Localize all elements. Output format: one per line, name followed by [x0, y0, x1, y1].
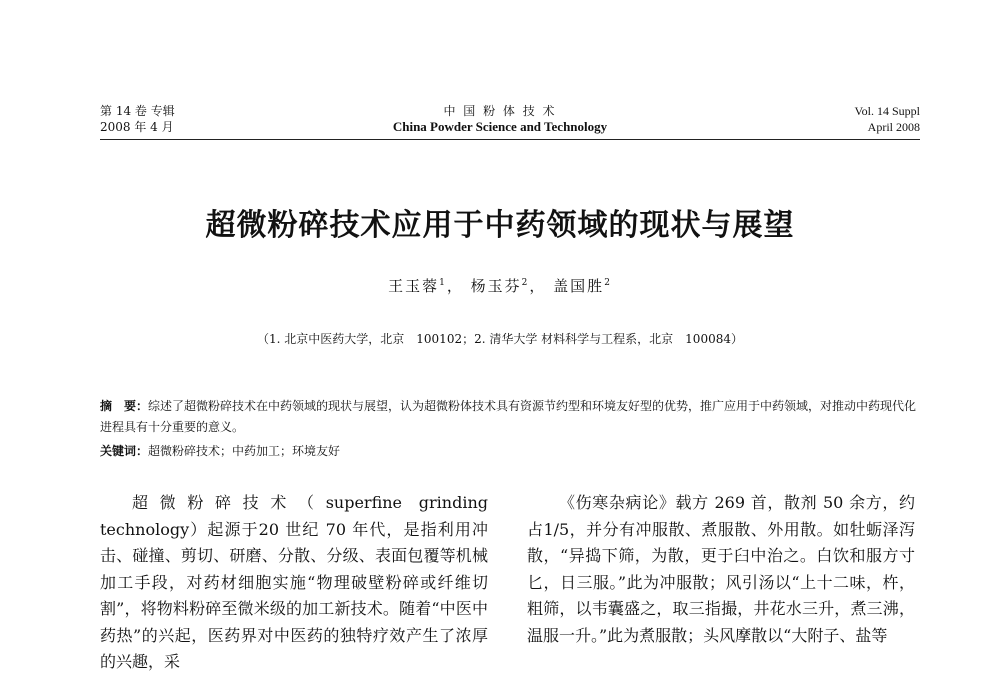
volume-en: Vol. 14 Suppl [854, 104, 920, 118]
header-rule [100, 139, 920, 140]
body-paragraph: 《伤寒杂病论》载方 269 首，散剂 50 余方，约占1/5，并分有冲服散、煮服散、外用散。如牡蛎泽泻散，“异捣下筛，为散，更于臼中治之。白饮和服方寸匕，日三服。”此为冲服散；风引汤以“上十二味，杵，粗筛，以韦囊盛之，取三指撮，井花水三升，煮三沸，温服一升。”此为煮服散；头风摩散以“大附子、盐等 [527, 493, 915, 645]
body-column-left [100, 490, 488, 676]
body-paragraph: 超微粉碎技术（superfine grinding technology）起源于20 世纪 70 年代，是指利用冲击、碰撞、剪切、研磨、分散、分级、表面包覆等机械加工手段，对药材细胞实施“物理破壁粉碎或纤维切割”，将物料粉碎至微米级的加工新技术。随着“中医中药热”的兴起，医药界对中医药的独特疗效产生了浓厚的兴趣，采 [100, 493, 488, 671]
author-sep: ， [529, 277, 547, 295]
header-left [100, 103, 175, 135]
journal-cn: 中 国 粉 体 技 术 [443, 104, 557, 118]
header-center [300, 103, 700, 135]
author-affil-mark: 1 [439, 278, 447, 288]
body-column-right [527, 490, 915, 649]
author-name: 王玉蓉 [388, 277, 440, 295]
header-right [855, 103, 920, 135]
abstract-label: 摘 要： [100, 399, 149, 413]
author-name: 盖国胜 [553, 277, 605, 295]
author-affil-mark: 2 [521, 278, 530, 288]
keywords [100, 441, 920, 462]
keywords-label: 关键词： [100, 444, 149, 458]
date-en: April 2008 [867, 120, 920, 134]
volume-cn: 第 14 卷 专辑 [100, 104, 175, 118]
author-affil-mark: 2 [604, 278, 612, 288]
author-name: 杨玉芬 [470, 277, 522, 295]
journal-en: China Powder Science and Technology [392, 119, 608, 134]
date-cn: 2008 年 4 月 [100, 120, 174, 134]
abstract-text: 综述了超微粉碎技术在中药领域的现状与展望，认为超微粉体技术具有资源节约型和环境友好型的优势，推广应用于中药领域，对推动中药现代化进程具有十分重要的意义。 [100, 399, 917, 434]
affiliations: （1. 北京中医药大学，北京 100102；2. 清华大学 材料科学与工程系，北京 100084） [257, 332, 743, 346]
author-sep: ， [446, 277, 464, 295]
authors [0, 275, 1000, 296]
abstract [100, 396, 920, 438]
keywords-text: 超微粉碎技术；中药加工；环境友好 [148, 444, 341, 458]
paper-title: 超微粉碎技术应用于中药领域的现状与展望 [205, 208, 795, 243]
